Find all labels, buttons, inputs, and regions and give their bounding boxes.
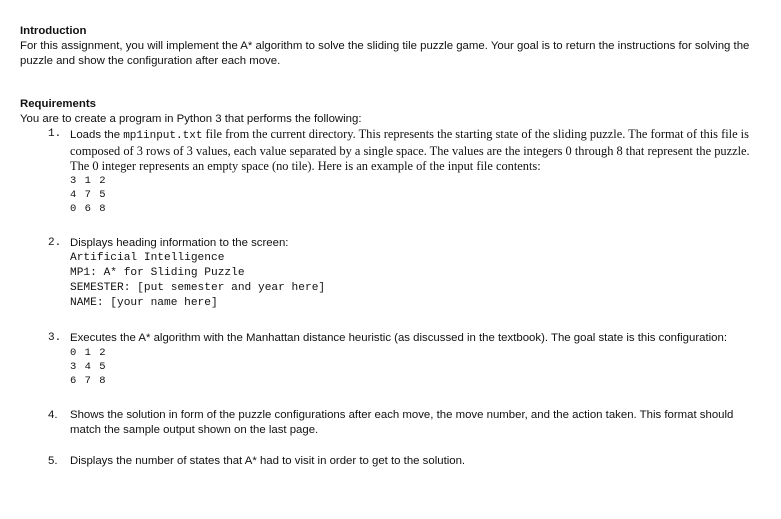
requirements-list [20, 127, 760, 469]
introduction-heading: Introduction [20, 25, 87, 37]
goal-state-grid [70, 346, 760, 388]
grid-row: 3 1 2 [70, 175, 107, 187]
grid-row: 6 7 8 [70, 375, 107, 387]
requirement-text: Displays the number of states that A* had to visit in order to get to the solution. [70, 455, 466, 467]
requirement-text: Shows the solution in form of the puzzle configurations after each move, the move number, and the action taken. This format should match the sample output shown on the last page. [70, 409, 734, 436]
requirement-item-4 [20, 408, 760, 438]
requirements-section [20, 97, 760, 469]
item-number: 5. [48, 455, 58, 467]
grid-row: 3 4 5 [70, 361, 107, 373]
heading-line: MP1: A* for Sliding Puzzle [70, 267, 245, 279]
example-input-grid [70, 174, 760, 216]
requirements-intro: You are to create a program in Python 3 that performs the following: [20, 113, 362, 125]
heading-line: SEMESTER: [put semester and year here] [70, 282, 326, 294]
item-number: 2. [48, 237, 62, 249]
input-filename: mp1input.txt [123, 130, 203, 142]
introduction-body: For this assignment, you will implement the A* algorithm to solve the sliding tile puzzle game. Your goal is to return the instructions for solving the puzzle and show the configuration after each move. [20, 40, 750, 67]
requirement-item-3 [20, 331, 760, 388]
requirement-item-2 [20, 236, 760, 311]
document-page [20, 24, 760, 469]
heading-output-lines [70, 251, 760, 311]
heading-line: NAME: [your name here] [70, 297, 218, 309]
grid-row: 4 7 5 [70, 189, 107, 201]
requirement-item-1 [20, 127, 760, 216]
grid-row: 0 6 8 [70, 203, 107, 215]
requirement-text [70, 127, 760, 174]
requirement-item-5 [20, 454, 760, 469]
item-number: 3. [48, 332, 62, 344]
item-number: 1. [48, 128, 62, 140]
requirement-text: Displays heading information to the screen: [70, 237, 289, 249]
grid-row: 0 1 2 [70, 347, 107, 359]
introduction-section [20, 24, 760, 69]
item-number: 4. [48, 409, 58, 421]
heading-line: Artificial Intelligence [70, 252, 225, 264]
requirements-heading: Requirements [20, 98, 96, 110]
requirement-text-rest: file from the current directory. This represents the starting state of the sliding puzzle. The format of this file is composed of 3 rows of 3 values, each value separated by a single space. The values are the integers 0 through 8 that represent the puzzle. The 0 integer represents an empty space (no tile). Here is an example of the input file contents: [70, 127, 750, 173]
requirement-text-lead: Loads the [70, 129, 124, 141]
requirement-text: Executes the A* algorithm with the Manhattan distance heuristic (as discussed in the textbook). The goal state is this configuration: [70, 332, 728, 344]
